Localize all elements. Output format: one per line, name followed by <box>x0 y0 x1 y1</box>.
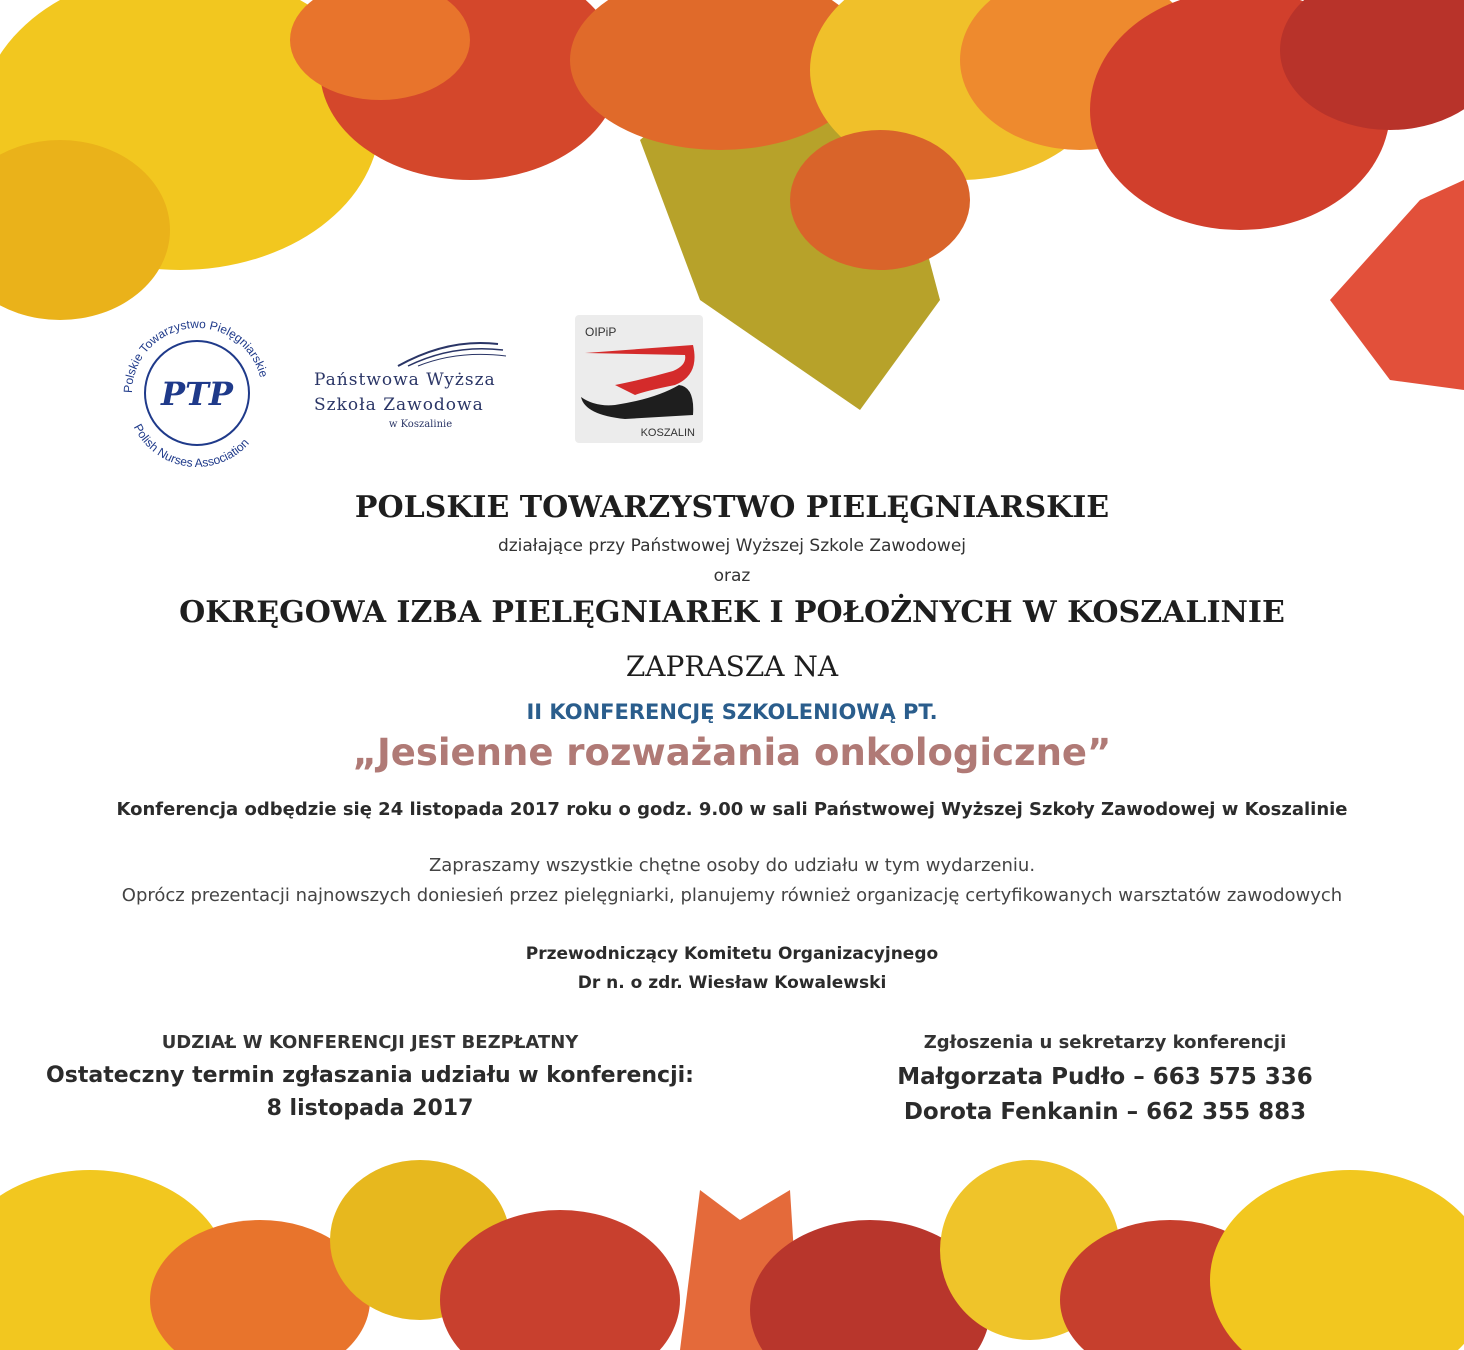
wave-icon <box>308 330 533 370</box>
pwsz-line2: Szkoła Zawodowa <box>314 395 484 415</box>
ptp-monogram: PTP <box>161 375 233 413</box>
oipip-bottom-text: KOSZALIN <box>640 427 695 439</box>
invites-heading: ZAPRASZA NA <box>625 650 839 683</box>
organizer-1-title: POLSKIE TOWARZYSTWO PIELĘGNIARSKIE <box>354 490 1110 525</box>
contacts-column <box>835 1032 1375 1132</box>
conference-title: „Jesienne rozważania onkologiczne” <box>352 731 1112 774</box>
organizer-2-title: OKRĘGOWA IZBA PIELĘGNIAREK I POŁOŻNYCH W KOSZALINIE <box>179 595 1285 630</box>
ptp-ring-top: Polskie Towarzystwo Pielęgniarskie <box>120 316 271 394</box>
autumn-leaves-bottom <box>0 1130 1464 1350</box>
invitation-line-2: Oprócz prezentacji najnowszych doniesień przez pielęgniarki, planujemy również organizację certyfikowanych warsztatów zawodowych <box>121 885 1343 906</box>
organizer-1-subtitle: działające przy Państwowej Wyższej Szkole Zawodowej <box>497 536 967 556</box>
ptp-logo <box>112 305 282 475</box>
contact-person: Małgorzata Pudło – 663 575 336 <box>897 1064 1313 1090</box>
conference-label: II KONFERENCJĘ SZKOLENIOWĄ PT. <box>526 700 938 724</box>
oipip-top-text: OIPiP <box>585 325 617 339</box>
invitation-line-1: Zapraszamy wszystkie chętne osoby do udziału w tym wydarzeniu. <box>428 855 1036 876</box>
ptp-ring-bottom: Polish Nurses Association <box>130 421 252 471</box>
conjunction-text: oraz <box>713 566 751 586</box>
yellow-leaf <box>1210 1170 1464 1350</box>
pwsz-logo <box>308 330 533 440</box>
pwsz-line3: w Koszalinie <box>388 419 453 430</box>
chair-role: Przewodniczący Komitetu Organizacyjnego <box>525 944 939 964</box>
contact-person: Dorota Fenkanin – 662 355 883 <box>903 1099 1307 1125</box>
free-participation-note: UDZIAŁ W KONFERENCJI JEST BEZPŁATNY <box>161 1032 579 1053</box>
oipip-logo <box>575 315 705 445</box>
deadline-label: Ostateczny termin zgłaszania udziału w konferencji: <box>46 1063 694 1088</box>
chair-name: Dr n. o zdr. Wiesław Kowalewski <box>577 973 887 993</box>
registration-column <box>0 1032 740 1128</box>
red-leaf <box>1330 180 1464 390</box>
deadline-date: 8 listopada 2017 <box>266 1096 474 1121</box>
conference-info: Konferencja odbędzie się 24 listopada 2017 roku o godz. 9.00 w sali Państwowej Wyższej Szkoły Zawodowej w Koszalinie <box>116 799 1348 820</box>
orange-leaf <box>790 130 970 270</box>
contacts-label: Zgłoszenia u sekretarzy konferencji <box>923 1032 1287 1053</box>
pwsz-line1: Państwowa Wyższa <box>314 370 496 390</box>
